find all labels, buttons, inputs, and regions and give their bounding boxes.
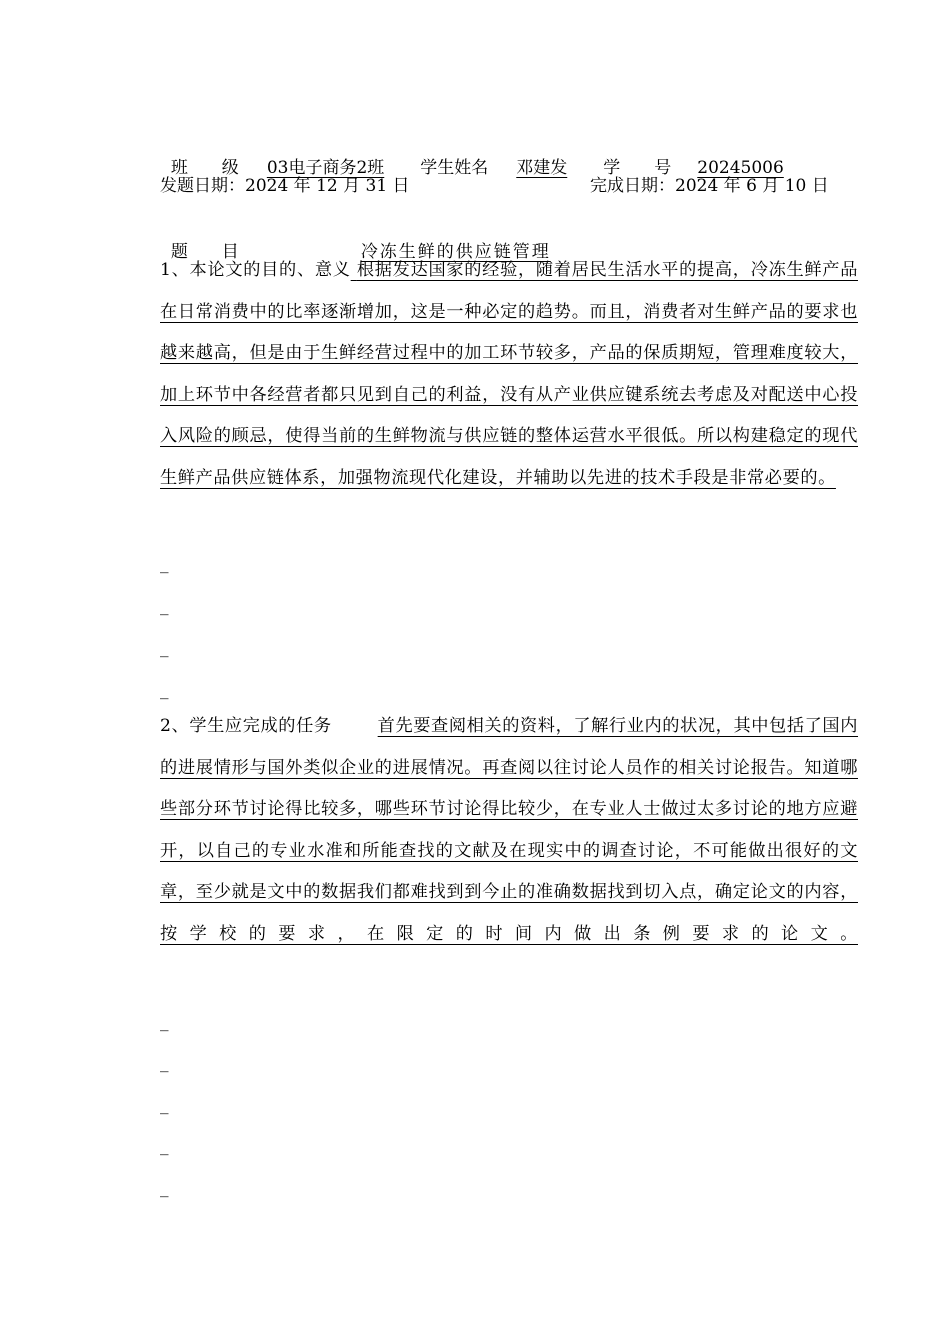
section-2-text: 首先要查阅相关的资料，了解行业内的状况，其中包括了国内的进展情形与国外类似企业的进展情况。再查阅以往讨论人员作的相关讨论报告。知道哪些部分环节讨论得比较多，哪些环节讨论得比较少，在专业人士做过太多讨论的地方应避开，以自己的专业水准和所能查找的文献及在现实中的调查讨论，不可能做出很好的文章，至少就是文中的数据我们都难找到到今止的准确数据找到切入点，确定论文的内容，按学校的要求，在限定的时间内做出条例要求的论文。: [160, 716, 859, 944]
student-id-label: 学 号: [603, 158, 672, 178]
student-id-value: 20245006: [697, 158, 784, 178]
title-value: 冷冻生鲜的供应链管理: [360, 242, 551, 262]
section-1-purpose: [160, 250, 858, 499]
class-value: 03电子商务2班: [266, 158, 385, 178]
blank-line: _: [160, 1095, 169, 1115]
blank-line: _: [160, 1012, 169, 1032]
blank-line: _: [160, 1136, 169, 1156]
blank-line: _: [160, 596, 169, 616]
finish-date: 完成日期：2024 年 6 月 10 日: [590, 176, 829, 196]
issue-date: 发题日期：2024 年 12 月 31 日: [160, 176, 410, 196]
title-label: 题 目: [170, 242, 239, 262]
blank-line: _: [160, 1053, 169, 1073]
blank-line: _: [160, 680, 169, 700]
class-label: 班 级: [170, 158, 239, 178]
section-1-label: 1、本论文的目的、意义: [160, 260, 351, 280]
student-name-label: 学生姓名: [420, 158, 489, 178]
blank-line: _: [160, 1178, 169, 1198]
section-2-label: 2、学生应完成的任务: [160, 716, 332, 736]
section-2-tasks: [160, 706, 858, 997]
blank-line: _: [160, 554, 169, 574]
header-row-1: [160, 132, 812, 180]
blank-line: _: [160, 638, 169, 658]
student-name-value: 邓建发: [516, 158, 568, 178]
section-1-text: 根据发达国家的经验，随着居民生活水平的提高，冷冻生鲜产品在日常消费中的比率逐渐增加，这是一种必定的趋势。而且，消费者对生鲜产品的要求也越来越高，但是由于生鲜经营过程中的加工环节较多，产品的保质期短，管理难度较大，加上环节中各经营者都只见到自己的利益，没有从产业供应键系统去考虑及对配送中心投入风险的顾忌，使得当前的生鲜物流与供应链的整体运营水平很低。所以构建稳定的现代生鲜产品供应链体系，加强物流现代化建设，并辅助以先进的技术手段是非常必要的。: [160, 260, 858, 488]
